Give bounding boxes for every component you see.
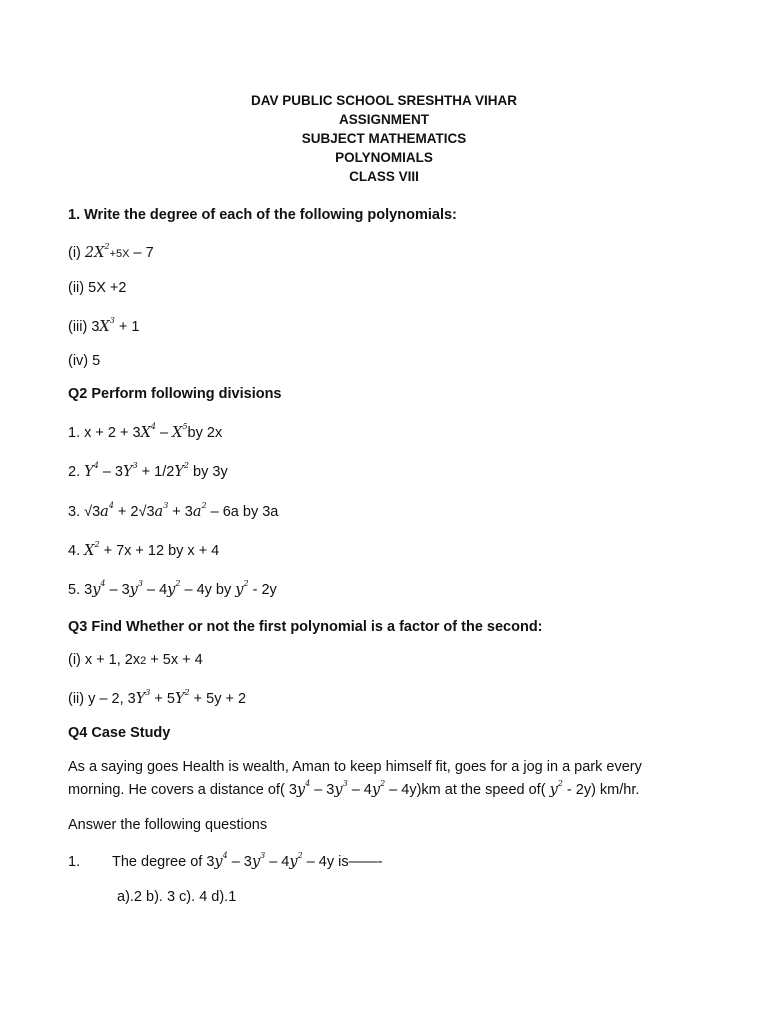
q1-item-i: (i) $2X^2+5X - 7$ (68, 242, 154, 261)
q1-heading: 1. Write the degree of each of the following polynomials: (68, 207, 457, 223)
q4-para-line-1: As a saying goes Health is wealth, Aman to keep himself fit, goes for a jog in a park every (68, 759, 642, 775)
school-name: DAV PUBLIC SCHOOL SRESHTHA VIHAR (250, 93, 518, 108)
q1-item-ii: (ii) 5X +2 (68, 280, 127, 296)
q2-problem-1: 1. $x + 2 + 3X^4 - X^5by$ 2x (68, 422, 223, 441)
q3-item-i: (i) x + 1, 2x2 + 5x + 4 (68, 652, 203, 668)
case-question-1-options: a).2 b). 3 c). 4 d).1 (117, 889, 237, 905)
answer-intro: Answer the following questions (68, 817, 268, 833)
q2-problem-3: 3. $√3a^4 + 2√3a^3 + 3a^2 - 6a$ by 3a (68, 501, 279, 520)
topic-title: POLYNOMIALS (335, 150, 433, 165)
q1-i-term: $2X^2$ (84, 242, 110, 261)
q3-heading: Q3 Find Whether or not the first polynomial is a factor of the second: (68, 619, 543, 635)
q1-item-iii: (iii) $3X^3 + 1$ (68, 316, 140, 335)
subject-title: SUBJECT MATHEMATICS (301, 131, 467, 146)
q2-problem-2: 2. $Y^4 - 3Y^3 + 1/2Y^2$ by 3y (68, 461, 228, 480)
q1-i-label: (i) (68, 245, 81, 261)
q4-heading: Q4 Case Study (68, 725, 171, 741)
q2-problem-5: 5. $3y^4 - 3y^3 - 4y^2 - 4y$ by $y^2 - 2y$ (68, 579, 277, 598)
class-title: CLASS VIII (349, 169, 419, 184)
q1-item-iv: (iv) 5 (68, 353, 101, 369)
q2-heading: Q2 Perform following divisions (68, 386, 282, 402)
doc-type: ASSIGNMENT (338, 112, 429, 127)
q4-para-line-2: morning. He covers a distance of( $3y^4 - 3y^3 - 4y^2 - 4y)km$ at the speed of( $y^2 - 2y$) km/hr. (68, 779, 640, 798)
case-question-1: 1. The degree of $3y^4 - 3y^3 - 4y^2 - 4y$ is——- (68, 851, 383, 870)
q3-item-ii: (ii) y – 2, $3Y^3 + 5Y^2 + 5y + 2$ (68, 688, 247, 707)
q2-problem-4: 4. $X^2 + 7x + 12$ by x + 4 (68, 540, 220, 559)
